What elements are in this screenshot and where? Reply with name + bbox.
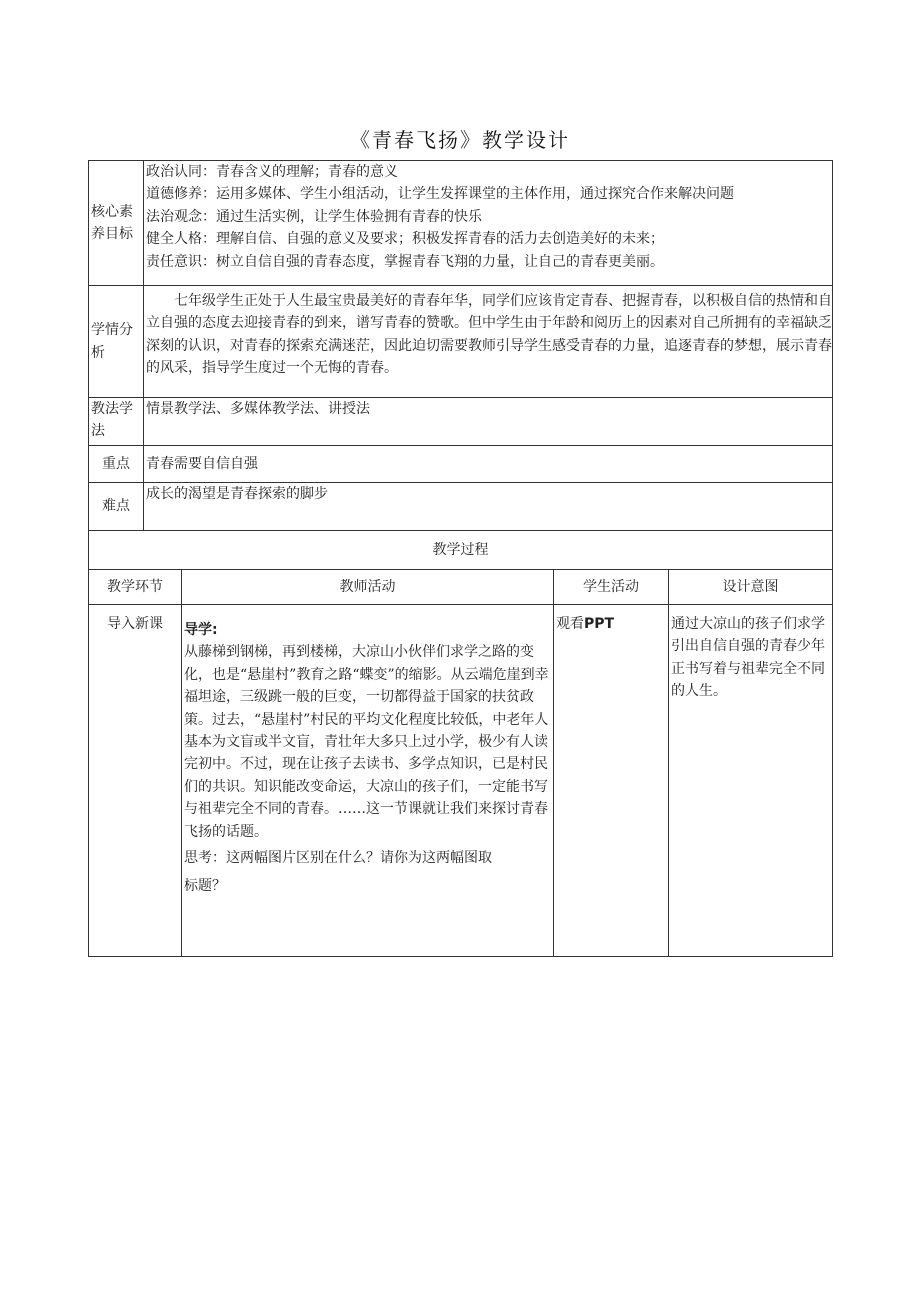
info-table xyxy=(88,160,833,531)
goal-item: 健全人格：理解自信、自强的意义及要求；积极发挥青春的活力去创造美好的未来； xyxy=(146,231,664,248)
process-table xyxy=(88,530,833,957)
student-analysis-label: 学情分析 xyxy=(89,286,144,398)
student-analysis-text: 七年级学生正处于人生最宝贵最美好的青春年华，同学们应该肯定青春、把握青春，以积极自信的热情和自立自强的态度去迎接青春的到来，谱写青春的赞歌。但中学生由于年龄和阅历上的因素对自己所拥有的幸福缺乏深刻的认识，对青春的探索充满迷茫，因此迫切需要教师引导学生感受青春的力量，追逐青春的梦想，展示青春的风采，指导学生度过一个无悔的青春。 xyxy=(144,286,833,398)
teacher-question: 思考：这两幅图片区别在什么？请你为这两幅图取 xyxy=(184,849,492,866)
process-row xyxy=(89,605,833,957)
page-title: 《青春飞扬》教学设计 xyxy=(350,128,570,152)
methods-row xyxy=(89,398,833,446)
student-activity-cell xyxy=(554,605,669,957)
process-header-row xyxy=(89,570,833,605)
methods-text: 情景教学法、多媒体教学法、讲授法 xyxy=(144,398,833,446)
teacher-heading: 导学: xyxy=(184,622,218,638)
difficulty-row xyxy=(89,483,833,531)
header-student: 学生活动 xyxy=(554,570,669,605)
difficulty-label: 难点 xyxy=(89,483,144,531)
teacher-question: 标题？ xyxy=(184,878,226,895)
stage-cell: 导入新课 xyxy=(89,605,182,957)
key-point-label: 重点 xyxy=(89,446,144,483)
goal-item: 政治认同：青春含义的理解；青春的意义 xyxy=(146,164,398,180)
goal-item: 法治观念：通过生活实例，让学生体验拥有青春的快乐 xyxy=(146,208,482,225)
core-goals-row xyxy=(89,161,833,286)
header-intent: 设计意图 xyxy=(669,570,833,605)
header-teacher: 教师活动 xyxy=(182,570,554,605)
ppt-label: PPT xyxy=(584,616,615,632)
student-activity-text: 观看 xyxy=(556,616,584,632)
key-point-row xyxy=(89,446,833,483)
student-analysis-row xyxy=(89,286,833,398)
goal-item: 道德修养：运用多媒体、学生小组活动，让学生发挥课堂的主体作用，通过探究合作来解决问题 xyxy=(146,186,734,203)
design-intent-cell: 通过大凉山的孩子们求学引出自信自强的青春少年正书写着与祖辈完全不同的人生。 xyxy=(669,605,833,957)
teacher-activity-cell xyxy=(182,605,554,957)
core-goals-content xyxy=(144,161,833,286)
goal-item: 责任意识：树立自信自强的青春态度，掌握青春飞翔的力量，让自己的青春更美丽。 xyxy=(146,253,664,270)
key-point-text: 青春需要自信自强 xyxy=(144,446,833,483)
teacher-text: 从藤梯到钢梯，再到楼梯，大凉山小伙伴们求学之路的变化，也是“悬崖村”教育之路“蝶变”的缩影。从云端危崖到幸福坦途，三级跳一般的巨变，一切都得益于国家的扶贫政策。过去，“悬崖村”村民的平均文化程度比较低，中老年人基本为文盲或半文盲，青壮年大多只上过小学，极少有人读完初中。不过，现在让孩子去读书、多学点知识，已是村民们的共识。知识能改变命运，大凉山的孩子们，一定能书写与祖辈完全不同的青春。……这一节课就让我们来探讨青春飞扬的话题。 xyxy=(184,644,549,840)
core-goals-label: 核心素养目标 xyxy=(89,161,144,286)
methods-label: 教法学法 xyxy=(89,398,144,446)
difficulty-text: 成长的渴望是青春探索的脚步 xyxy=(144,483,833,531)
process-title: 教学过程 xyxy=(89,531,833,570)
header-stage: 教学环节 xyxy=(89,570,182,605)
process-title-row xyxy=(89,531,833,570)
